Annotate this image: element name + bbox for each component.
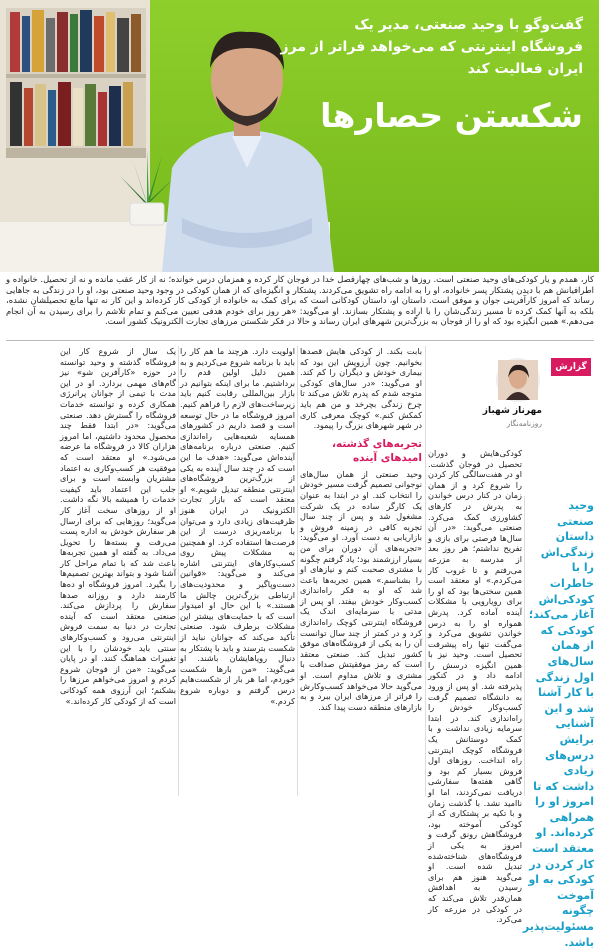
books-image (6, 8, 146, 158)
headline-block (253, 14, 583, 138)
column-1-paragraph-2: وحید صنعتی از همان سال‌های نوجوانی تصمیم گرفت مسیر خودش را انتخاب کند. او در ابتدا به عنوان یک کارگر ساده در یک شرکت مشغول شد و پس از چند سال تجربه کافی در زمینه فروش و بازاریابی به دست آورد. او می‌گوید: «تجربه‌های آن دوران برای من بسیار ارزشمند بود؛ یاد گرفتم چگونه با مشتری صحبت کنم و نیازهای او را بشناسم.» همین تجربه‌ها باعث شد که او به فکر راه‌اندازی کسب‌وکار خودش بیفتد. او پس از مدتی با سرمایه‌ای اندک یک فروشگاه اینترنتی کوچک راه‌اندازی کرد و در کمتر از چند سال توانست آن را به یکی از فروشگاه‌های موفق کشور تبدیل کند. صنعتی معتقد است که رمز موفقیتش صداقت با مشتری و تلاش مداوم است. او می‌گوید حالا می‌خواهد کسب‌وکارش را فراتر از مرزهای ایران ببرد و به بازارهای منطقه دست پیدا کند. (300, 468, 422, 712)
author-role: روزنامه‌نگار (506, 419, 542, 428)
right-column-text: کودکی‌هایش و دوران تحصیل در فوجان گذشت. او در هفت‌سالگی کار کردن را شروع کرد و از همان زمان در کنار درس خواندن به پدرش در کارهای کشاورزی کمک می‌کرد. صنعتی می‌گوید: «در آن سال‌ها فرصتی برای بازی و تفریح نداشتم؛ هر روز بعد از مدرسه به مزرعه می‌رفتم و تا غروب کار می‌کردم.» او معتقد است همین سختی‌ها بود که او را برای رویارویی با مشکلات آینده آماده کرد. پدرش همواره او را به درس خواندن تشویق می‌کرد و می‌گفت تنها راه پیشرفت تحصیل است. وحید نیز با همین انگیزه درسش را ادامه داد و در کنکور پذیرفته شد. او پس از ورود به دانشگاه تصمیم گرفت کسب‌وکار خودش را راه‌اندازی کند. در ابتدا سرمایه زیادی نداشت و با کمک دوستانش یک فروشگاه کوچک اینترنتی راه انداخت. روزهای اول فروش بسیار کم بود و گاهی هفته‌ها سفارشی دریافت نمی‌کردند، اما او ناامید نشد. با گذشت زمان و با تکیه بر پشتکاری که از کودکی آموخته بود، فروشگاهش رونق گرفت و امروز به یکی از فروشگاه‌های شناخته‌شده تبدیل شده است. او می‌گوید هنوز هم برای رسیدن به اهدافش همان‌قدر تلاش می‌کند که در کودکی در مزرعه کار می‌کرد. (428, 448, 522, 925)
article-column-3: یک سال از شروع کار این فروشگاه گذشته و وحید توانسته در حوزه «کارآفرین شو» نیز گام‌های مهمی بردارد. او در این مدت با تیمی از جوانان پرانرژی همکاری کرده و توانسته خدمات فروشگاه را گسترش دهد. صنعتی می‌گوید: «در ابتدا فقط چند محصول محدود داشتیم، اما امروز هزاران کالا در فروشگاه ما عرضه می‌شود.» او معتقد است که موفقیت هر کسب‌وکاری به اعتماد مشتریان وابسته است و برای جلب این اعتماد باید کیفیت خدمات را همیشه بالا نگه داشت. او از روزهای سخت آغاز کار می‌گوید؛ روزهایی که برای ارسال هر سفارش خودش به اداره پست می‌رفت و بسته‌ها را تحویل می‌داد. به گفته او همین تجربه‌ها باعث شد که با تمام مراحل کار آشنا شود و بتواند بهترین تصمیم‌ها را بگیرد. امروز فروشگاه او ده‌ها کارمند دارد و روزانه صدها سفارش را پردازش می‌کند. صنعتی معتقد است که آینده تجارت در دنیا به سمت فروش اینترنتی می‌رود و کسب‌وکارهای سنتی باید خودشان را با این تغییرات هماهنگ کنند. او در پایان می‌گوید: «من از فوجان شروع کردم و امروز می‌خواهم مرزها را بشکنم؛ این آرزوی همه کودکانی است که از کودکی کار کرده‌اند.» (60, 346, 176, 706)
divider (6, 340, 594, 341)
headline-title: شکستن حصارها (320, 96, 583, 135)
column-1-paragraph-1: بابت بکند. از کودکی هایش قصدها بخوانیم. چون آرزویش این بود که بیماری خودش و دیگران را کم کند. او می‌گوید: «در سال‌های کودکی متوجه شدم که پدرم تلاش می‌کند تا چرخ زندگی بچرخد و من هم باید کمکش کنم.» کوچک معرفی کاری در شهر شهرهای بزرگ را پیمود. (300, 346, 422, 431)
section-subhead: تجربه‌های گذشته، امیدهای آینده (332, 437, 422, 464)
author-name: مهرناز شهباز (482, 406, 542, 416)
pull-quote: وحید صنعتی داستان زندگی‌اش را با خاطرات کودکی‌اش آغاز می‌کند؛ کودکی که از همان سال‌های اول زندگی با کار آشنا شد و این آشنایی برایش درس‌های زیادی داشت که تا امروز او را همراهی کرده‌اند. او معتقد است کار کردن در کودکی به او آموخت چگونه مسئولیت‌پذیر باشد. (522, 499, 594, 949)
report-badge: گزارش (551, 358, 591, 376)
headline-subtitle-1: گفت‌وگو با وحید صنعتی، مدیر یک (354, 17, 583, 33)
intro-paragraph: کار، همدم و یار کودکی‌های وحید صنعتی است. روزها و شب‌های چهارفصل خدا در فوجان کار کرده و همزمان درس خوانده؛ نه از کار عقب مانده و نه از تحصیل. خانواده و اطرافیانش هم با دیدن پشتکار پسر خانواده، او را به ادامه راه تشویق می‌کردند. پشتکار و انگیزه‌ای که از همان کودکی در وجود وحید صنعتی بود، او را در زندگی به جاهایی رساند که امروز کارآفرینی جوان و موفق است. داستان او، داستان کودکانی است که برای کمک به خانواده از کودکی کار کرده‌اند و این کار نه تنها مانع تحصیلشان نشده، بلکه به آنها کمک کرده تا مسیر زندگی‌شان را با اراده و پشتکار بسازند. او می‌گوید: «هر روز برای خودم هدفی تعیین می‌کنم و تمام تلاشم را برای رسیدن به آن انجام می‌دهم.» همین انگیزه بود که او را از فوجان به بزرگ‌ترین شهرهای ایران رساند و حالا در فکر شکستن مرزهای تجارت الکترونیک کشور است. (6, 274, 594, 327)
header-photo (0, 0, 599, 272)
article-column-1 (300, 346, 422, 794)
headline-subtitle-2: فروشگاه اینترنتی که می‌خواهد فراتر از مرز ایران فعالیت کند (280, 39, 583, 77)
article-column-2: اولویت دارد. هرچند ما هم کار را باید با برنامه شروع می‌کردیم و به همین دلیل اولین قدم را برداشتیم. ما برای اینکه بتوانیم در بازار بین‌المللی رقابت کنیم باید زیرساخت‌های لازم را فراهم کنیم. امروز فروشگاه ما در حال توسعه است و قصد داریم در کشورهای همسایه شعبه‌هایی راه‌اندازی کنیم. صنعتی درباره برنامه‌های آینده‌اش می‌گوید: «هدف ما این است که در چند سال آینده به یکی از بزرگ‌ترین فروشگاه‌های اینترنتی منطقه تبدیل شویم.» او معتقد است که بازار تجارت الکترونیک در ایران هنوز ظرفیت‌های زیادی دارد و می‌توان با برنامه‌ریزی درست از این فرصت‌ها استفاده کرد. او همچنین به مشکلات پیش روی کسب‌وکارهای اینترنتی اشاره می‌کند و می‌گوید: «قوانین دست‌وپاگیر و محدودیت‌های ارتباطی بزرگ‌ترین چالش ما هستند.» با این حال او امیدوار است که با حمایت‌های بیشتر این مشکلات برطرف شود. صنعتی تأکید می‌کند که جوانان نباید از شکست بترسند و باید با پشتکار به دنبال رویاهایشان باشند. او می‌گوید: «من بارها شکست خوردم، اما هر بار از شکست‌هایم درس گرفتم و دوباره شروع کردم.» (179, 346, 295, 706)
article-column-right (428, 356, 522, 925)
